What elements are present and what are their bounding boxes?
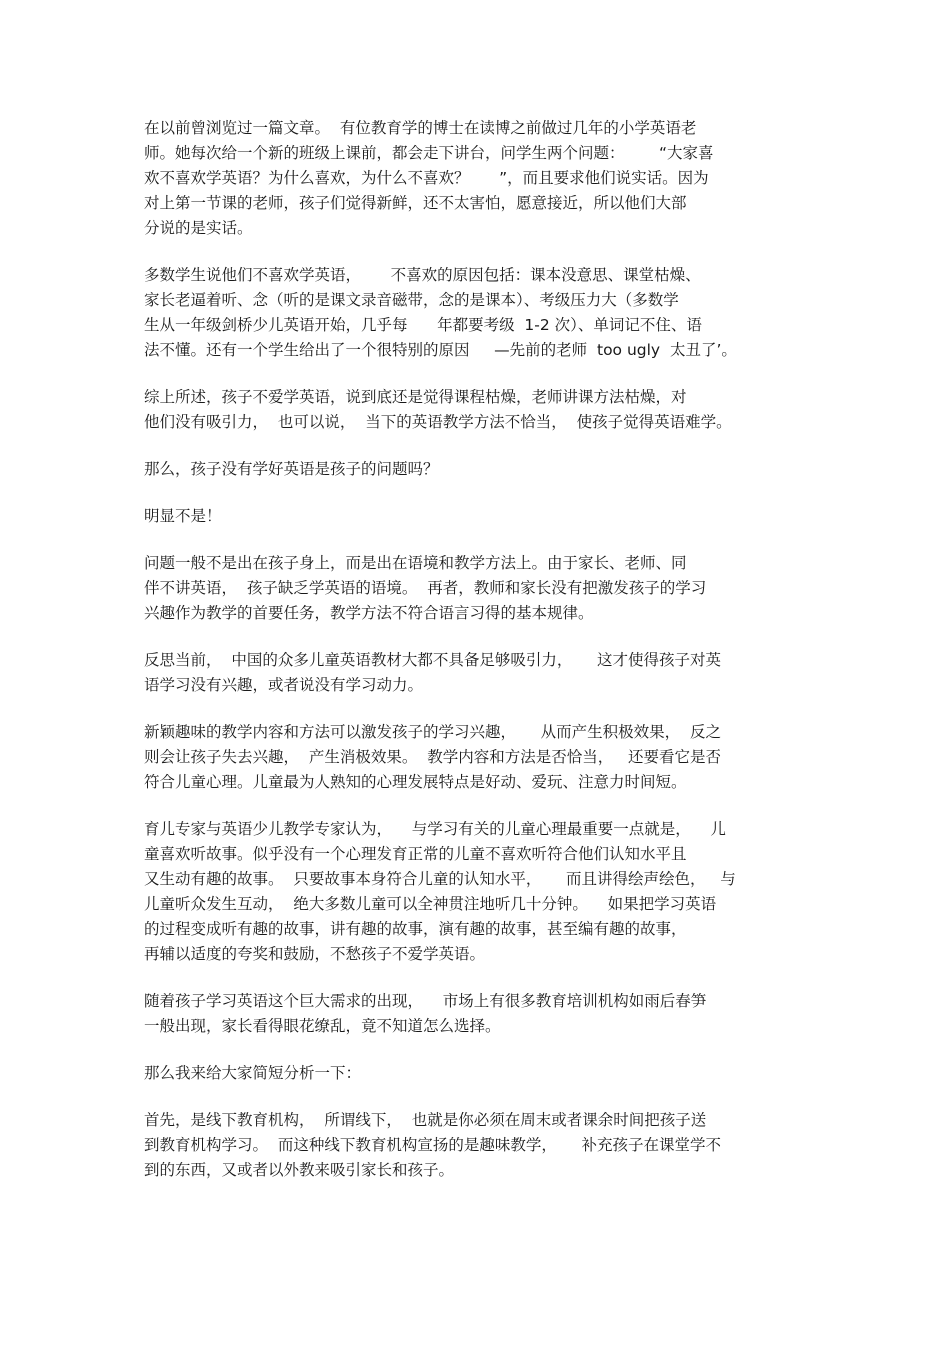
text-line: 一般出现，家长看得眼花缭乱，竟不知道怎么选择。 xyxy=(144,1017,501,1035)
text-line: 符合儿童心理。儿童最为人熟知的心理发展特点是好动、爱玩、注意力时间短。 xyxy=(144,773,687,791)
article-body xyxy=(144,116,804,1205)
paragraph-5 xyxy=(144,504,804,529)
text-line: 对上第一节课的老师，孩子们觉得新鲜，还不太害怕，愿意接近，所以他们大部 xyxy=(144,194,687,212)
text-line: 在以前曾浏览过一篇文章。 有位教育学的博士在读博之前做过几年的小学英语老 xyxy=(144,119,697,137)
text-line: 欢不喜欢学英语？为什么喜欢，为什么不喜欢？ ”，而且要求他们说实话。因为 xyxy=(144,169,709,187)
text-line: 生从一年级剑桥少儿英语开始，几乎每 年都要考级 1-2 次）、单词记不住、语 xyxy=(144,316,702,334)
paragraph-2 xyxy=(144,263,804,363)
text-line: 家长老逼着听、念（听的是课文录音磁带，念的是课本）、考级压力大（多数学 xyxy=(144,291,679,309)
text-line: 新颖趣味的教学内容和方法可以激发孩子的学习兴趣， 从而产生积极效果， 反之 xyxy=(144,723,721,741)
text-line: 到教育机构学习。 而这种线下教育机构宣扬的是趣味教学， 补充孩子在课堂学不 xyxy=(144,1136,721,1154)
text-line: 综上所述，孩子不爱学英语，说到底还是觉得课程枯燥，老师讲课方法枯燥，对 xyxy=(144,388,687,406)
text-line: 法不懂。还有一个学生给出了一个很特别的原因 —先前的老师 too ugly 太丑了’。 xyxy=(144,341,737,359)
text-line: 的过程变成听有趣的故事，讲有趣的故事，演有趣的故事，甚至编有趣的故事， xyxy=(144,920,687,938)
paragraph-3 xyxy=(144,385,804,435)
text-line: 反思当前， 中国的众多儿童英语教材大都不具备足够吸引力， 这才使得孩子对英 xyxy=(144,651,721,669)
text-line: 伴不讲英语， 孩子缺乏学英语的语境。 再者，教师和家长没有把激发孩子的学习 xyxy=(144,579,707,597)
text-line: 那么我来给大家简短分析一下： xyxy=(144,1064,362,1082)
text-line: 师。她每次给一个新的班级上课前，都会走下讲台，问学生两个问题： “大家喜 xyxy=(144,144,714,162)
paragraph-1 xyxy=(144,116,804,241)
text-line: 兴趣作为教学的首要任务，教学方法不符合语言习得的基本规律。 xyxy=(144,604,594,622)
text-line: 分说的是实话。 xyxy=(144,219,253,237)
text-line: 他们没有吸引力， 也可以说， 当下的英语教学方法不恰当， 使孩子觉得英语难学。 xyxy=(144,413,732,431)
text-line: 多数学生说他们不喜欢学英语， 不喜欢的原因包括：课本没意思、课堂枯燥、 xyxy=(144,266,701,284)
paragraph-4 xyxy=(144,457,804,482)
text-line: 那么，孩子没有学好英语是孩子的问题吗？ xyxy=(144,460,439,478)
text-line: 儿童听众发生互动， 绝大多数儿童可以全神贯注地听几十分钟。 如果把学习英语 xyxy=(144,895,717,913)
text-line: 育儿专家与英语少儿教学专家认为， 与学习有关的儿童心理最重要一点就是， 儿 xyxy=(144,820,726,838)
paragraph-8 xyxy=(144,720,804,795)
text-line: 则会让孩子失去兴趣， 产生消极效果。 教学内容和方法是否恰当， 还要看它是否 xyxy=(144,748,721,766)
text-line: 再辅以适度的夸奖和鼓励，不愁孩子不爱学英语。 xyxy=(144,945,486,963)
paragraph-6 xyxy=(144,551,804,626)
paragraph-7 xyxy=(144,648,804,698)
text-line: 明显不是！ xyxy=(144,507,222,525)
paragraph-12 xyxy=(144,1108,804,1183)
paragraph-10 xyxy=(144,989,804,1039)
paragraph-9 xyxy=(144,817,804,967)
text-line: 语学习没有兴趣，或者说没有学习动力。 xyxy=(144,676,424,694)
text-line: 童喜欢听故事。似乎没有一个心理发育正常的儿童不喜欢听符合他们认知水平且 xyxy=(144,845,687,863)
text-line: 首先，是线下教育机构， 所谓线下， 也就是你必须在周末或者课余时间把孩子送 xyxy=(144,1111,707,1129)
text-line: 又生动有趣的故事。 只要故事本身符合儿童的认知水平， 而且讲得绘声绘色， 与 xyxy=(144,870,736,888)
text-line: 到的东西，又或者以外教来吸引家长和孩子。 xyxy=(144,1161,455,1179)
text-line: 随着孩子学习英语这个巨大需求的出现， 市场上有很多教育培训机构如雨后春笋 xyxy=(144,992,707,1010)
paragraph-11 xyxy=(144,1061,804,1086)
text-line: 问题一般不是出在孩子身上，而是出在语境和教学方法上。由于家长、老师、同 xyxy=(144,554,687,572)
